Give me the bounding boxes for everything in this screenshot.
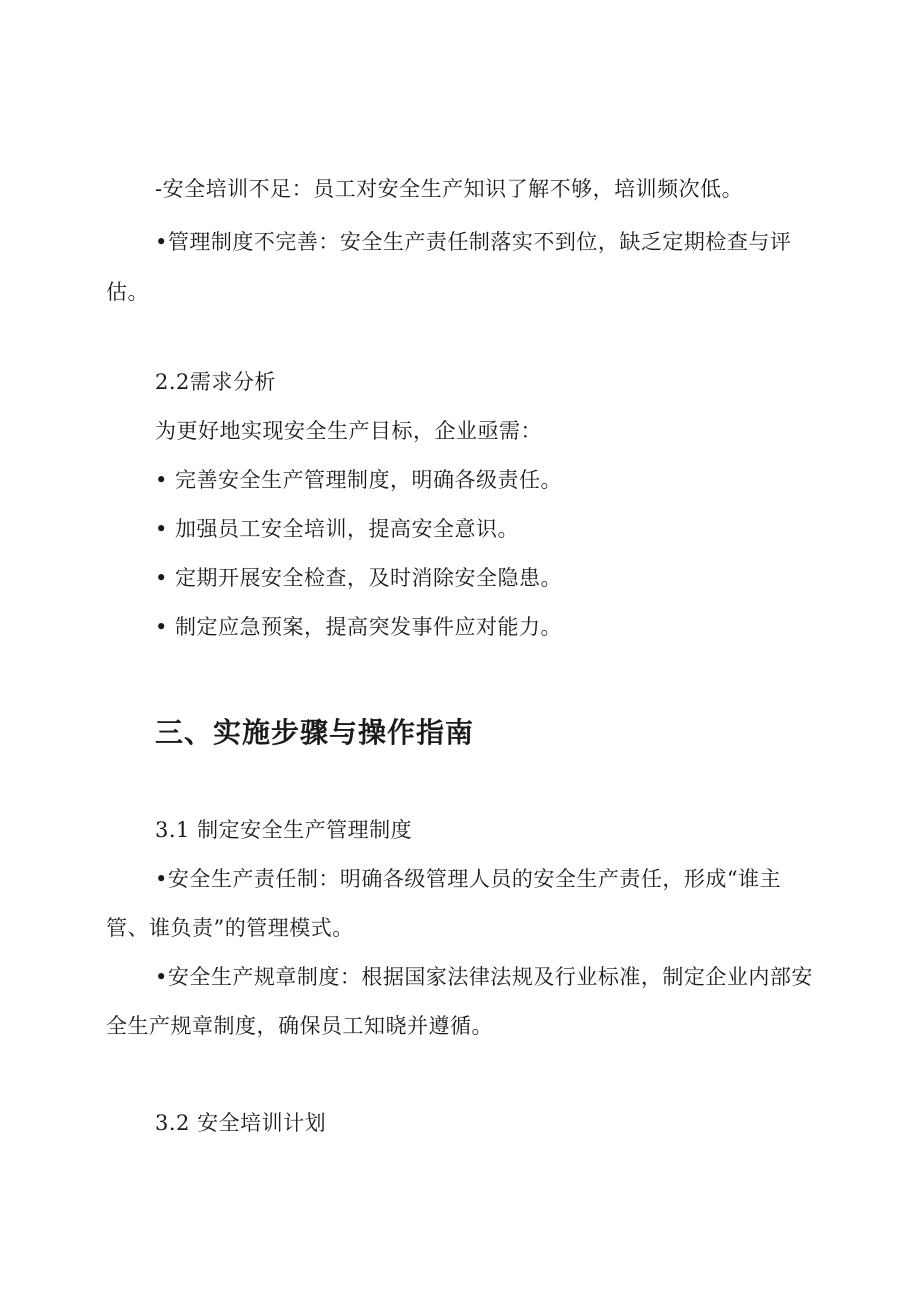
requirement-list-item: • 完善安全生产管理制度，明确各级责任。 <box>155 468 563 492</box>
responsibility-system-item-line2: 管、谁负责”的管理模式。 <box>106 916 354 940</box>
rules-regulations-item-line1: •安全生产规章制度：根据国家法律法规及行业标准，制定企业内部安 <box>155 965 813 989</box>
responsibility-system-item-line1: •安全生产责任制：明确各级管理人员的安全生产责任，形成“谁主 <box>155 867 782 891</box>
management-system-item-line2: 估。 <box>106 280 149 304</box>
management-system-item-line1: •管理制度不完善：安全生产责任制落实不到位，缺乏定期检查与评 <box>155 230 792 254</box>
section-3-1-title: 3.1 制定安全生产管理制度 <box>155 818 413 842</box>
section-3-2-title: 3.2 安全培训计划 <box>155 1111 327 1135</box>
requirement-list-item: • 制定应急预案，提高突发事件应对能力。 <box>155 615 563 639</box>
section-2-2-title: 2.2需求分析 <box>155 370 276 394</box>
requirement-list-item: • 定期开展安全检查，及时消除安全隐患。 <box>155 566 563 590</box>
requirement-list-item: • 加强员工安全培训，提高安全意识。 <box>155 517 520 541</box>
training-shortage-item: -安全培训不足：员工对安全生产知识了解不够，培训频次低。 <box>155 177 744 201</box>
rules-regulations-item-line2: 全生产规章制度，确保员工知晓并遵循。 <box>106 1014 493 1038</box>
section-2-2-intro: 为更好地实现安全生产目标，企业亟需： <box>155 419 542 443</box>
chapter-3-title: 三、实施步骤与操作指南 <box>155 716 475 749</box>
